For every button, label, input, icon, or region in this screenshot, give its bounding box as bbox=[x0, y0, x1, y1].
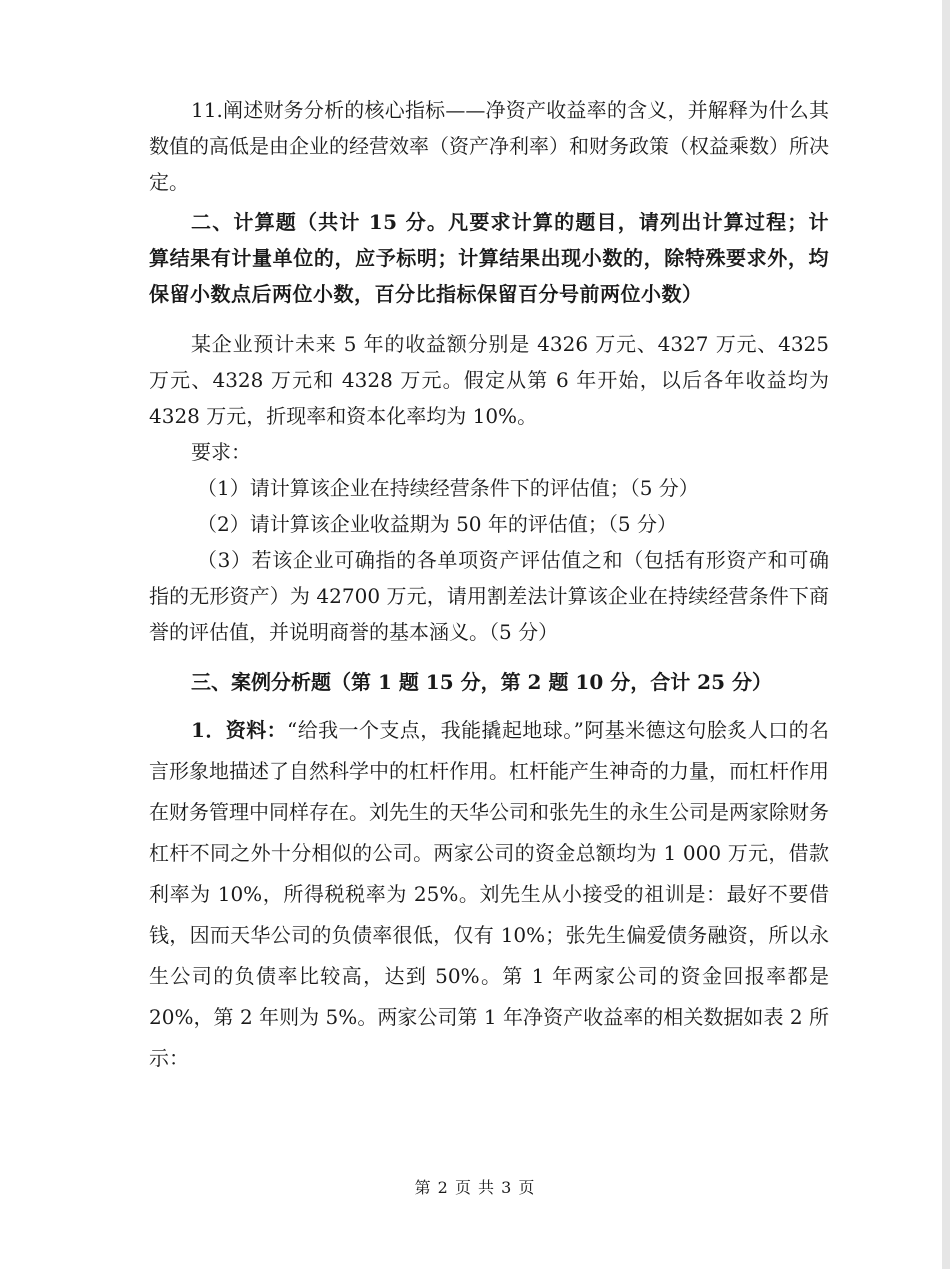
section-2-heading: 二、计算题（共计 15 分。凡要求计算的题目，请列出计算过程；计算结果有计量单位的，应予标明；计算结果出现小数的，除特殊要求外，均保留小数点后两位小数，百分比指标保留百分号前两位小数） bbox=[149, 210, 829, 306]
requirement-3: （3）若该企业可确指的各单项资产评估值之和（包括有形资产和可确指的无形资产）为 42700 万元，请用割差法计算该企业在持续经营条件下商誉的评估值，并说明商誉的基本涵义。（5 分） bbox=[149, 548, 829, 644]
requirement-label: 要求： bbox=[191, 440, 251, 464]
requirement-1: （1）请计算该企业在持续经营条件下的评估值；（5 分） bbox=[197, 476, 699, 500]
question-11: 11.阐述财务分析的核心指标——净资产收益率的含义，并解释为什么其数值的高低是由企业的经营效率（资产净利率）和财务政策（权益乘数）所决定。 bbox=[149, 98, 829, 194]
case-1-body: “给我一个支点，我能撬起地球。”阿基米德这句脍炙人口的名言形象地描述了自然科学中的杠杆作用。杠杆能产生神奇的力量，而杠杆作用在财务管理中同样存在。刘先生的天华公司和张先生的永生公司是两家除财务杠杆不同之外十分相似的公司。两家公司的资金总额均为 1 000 万元，借款利率为 10%，所得税税率为 25%。刘先生从小接受的祖训是：最好不要借钱，因而天华公司的负债率很低，仅有 10%；张先生偏爱债务融资，所以永生公司的负债率比较高，达到 50%。第 1 年两家公司的资金回报率都是 20%，第 2 年则为 5%。两家公司第 1 年净资产收益率的相关数据如表 2 所示： bbox=[149, 718, 829, 1070]
page-edge-shadow bbox=[942, 0, 950, 1269]
requirement-2: （2）请计算该企业收益期为 50 年的评估值；（5 分） bbox=[197, 512, 677, 536]
page-content bbox=[149, 92, 829, 1079]
section-3-heading: 三、案例分析题（第 1 题 15 分，第 2 题 10 分，合计 25 分） bbox=[191, 670, 772, 694]
section-2-body: 某企业预计未来 5 年的收益额分别是 4326 万元、4327 万元、4325 万元、4328 万元和 4328 万元。假定从第 6 年开始，以后各年收益均为 4328 万元，折现率和资本化率均为 10%。 bbox=[149, 332, 829, 428]
page-footer: 第 2 页 共 3 页 bbox=[414, 1178, 536, 1197]
case-1-lead: 1．资料： bbox=[191, 718, 288, 742]
case-1-paragraph bbox=[149, 710, 829, 1079]
